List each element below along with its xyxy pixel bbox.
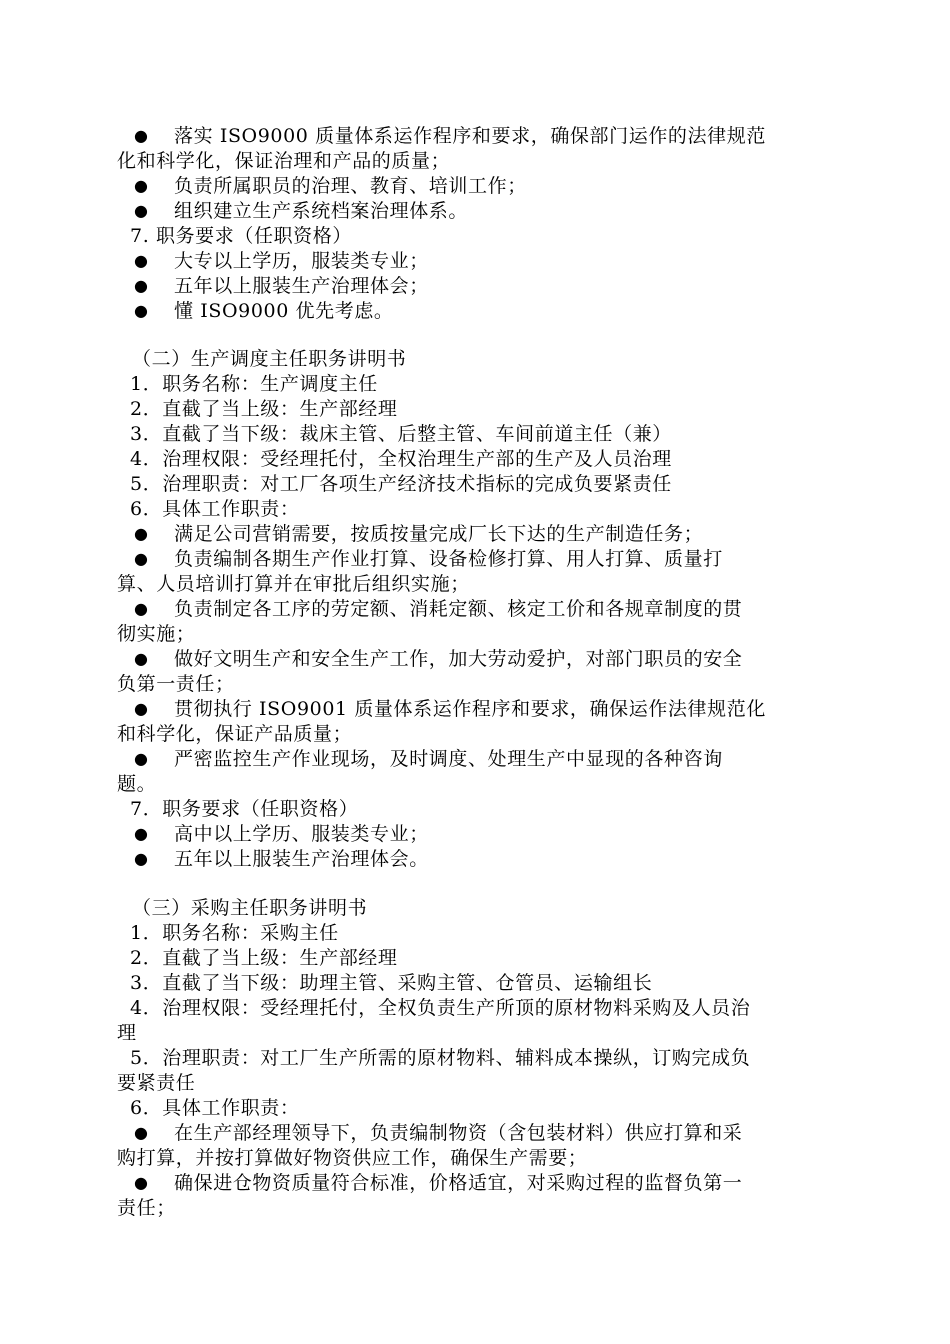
list-item: 确保进仓物资质量符合标准，价格适宜，对采购过程的监督负第一 bbox=[174, 1172, 743, 1194]
list-item: 在生产部经理领导下，负责编制物资（含包装材料）供应打算和采 bbox=[174, 1122, 743, 1144]
bullet-icon: ● bbox=[134, 251, 148, 270]
list-item: 五年以上服装生产治理体会。 bbox=[174, 848, 429, 870]
list-item-continuation: 彻实施； bbox=[117, 623, 196, 645]
bullet-icon: ● bbox=[134, 301, 148, 320]
list-item: 满足公司营销需要，按质按量完成厂长下达的生产制造任务； bbox=[174, 523, 704, 545]
numbered-item-continuation: 理 bbox=[117, 1022, 137, 1044]
list-item-continuation: 责任； bbox=[117, 1197, 176, 1219]
numbered-item: 2．直截了当上级：生产部经理 bbox=[130, 398, 398, 420]
list-item-continuation: 和科学化，保证产品质量； bbox=[117, 723, 353, 745]
bullet-icon: ● bbox=[134, 1173, 148, 1192]
list-item-continuation: 题。 bbox=[117, 773, 157, 795]
list-item: 严密监控生产作业现场，及时调度、处理生产中显现的各种咨询 bbox=[174, 748, 723, 770]
numbered-item: 2．直截了当上级：生产部经理 bbox=[130, 947, 398, 969]
bullet-icon: ● bbox=[134, 699, 148, 718]
list-item-continuation: 算、人员培训打算并在审批后组织实施； bbox=[117, 573, 470, 595]
list-item: 高中以上学历、服装类专业； bbox=[174, 823, 429, 845]
section-title: （三）采购主任职务讲明书 bbox=[132, 897, 368, 919]
numbered-item: 4．治理权限：受经理托付，全权治理生产部的生产及人员治理 bbox=[130, 448, 672, 470]
numbered-item: 5．治理职责：对工厂各项生产经济技术指标的完成负要紧责任 bbox=[130, 473, 672, 495]
list-item: 负责制定各工序的劳定额、消耗定额、核定工价和各规章制度的贯 bbox=[174, 598, 743, 620]
bullet-icon: ● bbox=[134, 549, 148, 568]
bullet-icon: ● bbox=[134, 824, 148, 843]
numbered-item: 6．具体工作职责： bbox=[130, 1097, 300, 1119]
list-item: 大专以上学历，服装类专业； bbox=[174, 250, 429, 272]
list-item: 懂 ISO9000 优先考虑。 bbox=[174, 300, 394, 322]
list-item: 贯彻执行 ISO9001 质量体系运作程序和要求，确保运作法律规范化 bbox=[174, 698, 766, 720]
list-item-continuation: 化和科学化，保证治理和产品的质量； bbox=[117, 150, 451, 172]
list-item: 负责所属职员的治理、教育、培训工作； bbox=[174, 175, 527, 197]
bullet-icon: ● bbox=[134, 1123, 148, 1142]
list-item-continuation: 负第一责任； bbox=[117, 673, 235, 695]
bullet-icon: ● bbox=[134, 176, 148, 195]
numbered-item: 3．直截了当下级：裁床主管、后整主管、车间前道主任（兼） bbox=[130, 423, 672, 445]
requirements-heading: 7. 职务要求（任职资格） bbox=[130, 225, 352, 247]
list-item: 落实 ISO9000 质量体系运作程序和要求，确保部门运作的法律规范 bbox=[174, 125, 766, 147]
bullet-icon: ● bbox=[134, 201, 148, 220]
bullet-icon: ● bbox=[134, 649, 148, 668]
bullet-icon: ● bbox=[134, 276, 148, 295]
numbered-item: 3．直截了当下级：助理主管、采购主管、仓管员、运输组长 bbox=[130, 972, 653, 994]
bullet-icon: ● bbox=[134, 524, 148, 543]
numbered-item: 1．职务名称：生产调度主任 bbox=[130, 373, 378, 395]
bullet-icon: ● bbox=[134, 599, 148, 618]
list-item: 五年以上服装生产治理体会； bbox=[174, 275, 429, 297]
requirements-heading: 7．职务要求（任职资格） bbox=[130, 798, 359, 820]
list-item: 负责编制各期生产作业打算、设备检修打算、用人打算、质量打 bbox=[174, 548, 723, 570]
numbered-item: 5．治理职责：对工厂生产所需的原材物料、辅料成本操纵，订购完成负 bbox=[130, 1047, 751, 1069]
bullet-icon: ● bbox=[134, 126, 148, 145]
section-title: （二）生产调度主任职务讲明书 bbox=[132, 348, 407, 370]
list-item-continuation: 购打算，并按打算做好物资供应工作，确保生产需要； bbox=[117, 1147, 588, 1169]
numbered-item: 1．职务名称：采购主任 bbox=[130, 922, 339, 944]
bullet-icon: ● bbox=[134, 849, 148, 868]
list-item: 组织建立生产系统档案治理体系。 bbox=[174, 200, 469, 222]
list-item: 做好文明生产和安全生产工作，加大劳动爱护，对部门职员的安全 bbox=[174, 648, 743, 670]
numbered-item: 4．治理权限：受经理托付，全权负责生产所顶的原材物料采购及人员治 bbox=[130, 997, 751, 1019]
numbered-item-continuation: 要紧责任 bbox=[117, 1072, 196, 1094]
numbered-item: 6．具体工作职责： bbox=[130, 498, 300, 520]
bullet-icon: ● bbox=[134, 749, 148, 768]
